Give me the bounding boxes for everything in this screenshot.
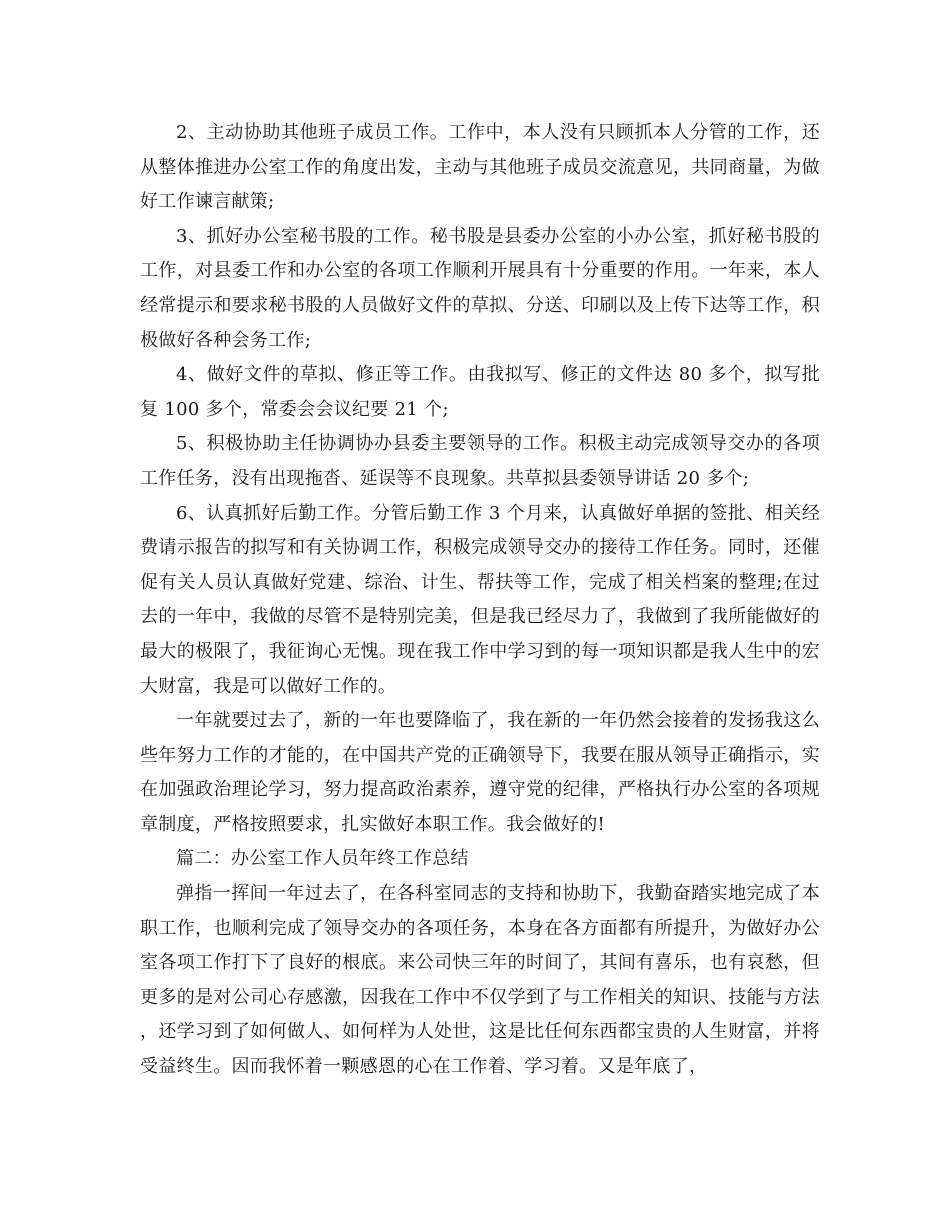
paragraph-item-2: 2、主动协助其他班子成员工作。工作中，本人没有只顾抓本人分管的工作，还从整体推进办公室工作的角度出发，主动与其他班子成员交流意见，共同商量，为做好工作谏言献策;	[140, 122, 820, 213]
paragraph-item-3: 3、抓好办公室秘书股的工作。秘书股是县委办公室的小办公室，抓好秘书股的工作，对县委工作和办公室的各项工作顺利开展具有十分重要的作用。一年来，本人经常提示和要求秘书股的人员做好文件的草拟、分送、印刷以及上传下达等工作，积极做好各种会务工作;	[140, 225, 820, 351]
paragraph-item-5: 5、积极协助主任协调协办县委主要领导的工作。积极主动完成领导交办的各项工作任务，没有出现拖沓、延误等不良现象。共草拟县委领导讲话 20 多个;	[140, 433, 820, 489]
paragraph-item-4: 4、做好文件的草拟、修正等工作。由我拟写、修正的文件达 80 多个，拟写批复 100 多个，常委会会议纪要 21 个;	[140, 364, 820, 420]
paragraph-section-two-intro: 弹指一挥间一年过去了，在各科室同志的支持和协助下，我勤奋踏实地完成了本职工作，也顺利完成了领导交办的各项任务，本身在各方面都有所提升，为做好办公室各项工作打下了良好的根底。来公司快三年的时间了，其间有喜乐，也有哀愁，但更多的是对公司心存感激，因我在工作中不仅学到了与工作相关的知识、技能与方法，还学习到了如何做人、如何样为人处世，这是比任何东西都宝贵的人生财富，并将受益终生。因而我怀着一颗感恩的心在工作着、学习着。又是年底了，	[140, 883, 820, 1078]
section-heading: 篇二：办公室工作人员年终工作总结	[176, 848, 469, 870]
paragraph-closing: 一年就要过去了，新的一年也要降临了，我在新的一年仍然会接着的发扬我这么些年努力工作的才能的，在中国共产党的正确领导下，我要在服从领导正确指示，实在加强政治理论学习，努力提高政治素养，遵守党的纪律，严格执行办公室的各项规章制度，严格按照要求，扎实做好本职工作。我会做好的!	[140, 710, 820, 835]
document-body	[140, 116, 820, 1085]
paragraph-item-6: 6、认真抓好后勤工作。分管后勤工作 3 个月来，认真做好单据的签批、相关经费请示报告的拟写和有关协调工作，积极完成领导交办的接待工作任务。同时，还催促有关人员认真做好党建、综治、计生、帮扶等工作，完成了相关档案的整理;在过去的一年中，我做的尽管不是特别完美，但是我已经尽力了，我做到了我所能做好的最大的极限了，我征询心无愧。现在我工作中学习到的每一项知识都是我人生中的宏大财富，我是可以做好工作的。	[140, 502, 820, 697]
